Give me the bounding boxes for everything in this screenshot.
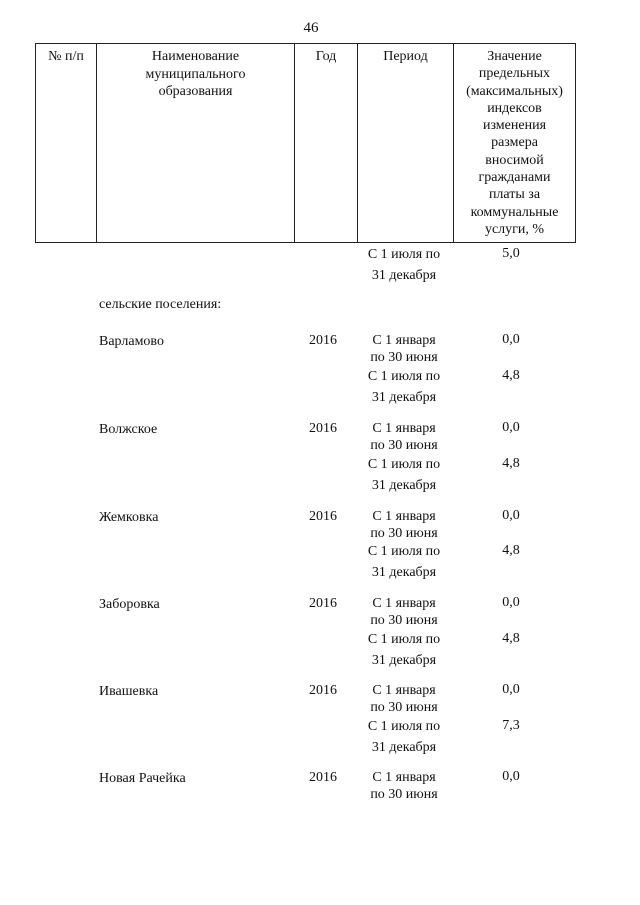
value-second-half: 7,3 xyxy=(502,718,520,733)
year: 2016 xyxy=(309,770,337,785)
value-first-half: 0,0 xyxy=(502,595,520,610)
header-col-value: Значение предельных (максимальных) индексов изменения размера вносимой гражданами платы за коммунальные услуги, % xyxy=(466,49,563,237)
settlement-name: Жемковка xyxy=(99,510,159,525)
header-divider xyxy=(35,43,36,243)
year: 2016 xyxy=(309,596,337,611)
value-first-half: 0,0 xyxy=(502,769,520,784)
header-col-period: Период xyxy=(383,49,428,64)
carryover-period: С 1 июля по 31 декабря xyxy=(367,247,441,283)
settlement-name: Ивашевка xyxy=(99,684,159,699)
settlement-name: Заборовка xyxy=(99,597,160,612)
period-second-half: С 1 июля по 31 декабря xyxy=(367,719,441,755)
period-second-half: С 1 июля по 31 декабря xyxy=(367,632,441,668)
header-col-number: № п/п xyxy=(48,49,84,64)
value-first-half: 0,0 xyxy=(502,332,520,347)
period-first-half: С 1 января по 30 июня xyxy=(370,770,438,802)
period-first-half: С 1 января по 30 июня xyxy=(370,683,438,715)
value-second-half: 4,8 xyxy=(502,456,520,471)
year: 2016 xyxy=(309,509,337,524)
value-second-half: 4,8 xyxy=(502,543,520,558)
year: 2016 xyxy=(309,333,337,348)
period-first-half: С 1 января по 30 июня xyxy=(370,333,438,365)
settlement-name: Варламово xyxy=(99,334,164,349)
period-second-half: С 1 июля по 31 декабря xyxy=(367,457,441,493)
value-first-half: 0,0 xyxy=(502,682,520,697)
header-divider xyxy=(575,43,576,243)
header-col-name: Наименование муниципального образования xyxy=(145,49,246,99)
year: 2016 xyxy=(309,683,337,698)
value-second-half: 4,8 xyxy=(502,631,520,646)
year: 2016 xyxy=(309,421,337,436)
period-first-half: С 1 января по 30 июня xyxy=(370,509,438,541)
section-title: сельские поселения: xyxy=(99,297,222,312)
period-first-half: С 1 января по 30 июня xyxy=(370,421,438,453)
carryover-value: 5,0 xyxy=(502,246,520,261)
header-divider xyxy=(294,43,295,243)
period-second-half: С 1 июля по 31 декабря xyxy=(367,544,441,580)
settlement-name: Волжское xyxy=(99,422,158,437)
header-col-year: Год xyxy=(315,49,337,64)
period-first-half: С 1 января по 30 июня xyxy=(370,596,438,628)
page-number: 46 xyxy=(303,20,319,36)
value-first-half: 0,0 xyxy=(502,508,520,523)
value-second-half: 4,8 xyxy=(502,368,520,383)
settlement-name: Новая Рачейка xyxy=(99,771,186,786)
value-first-half: 0,0 xyxy=(502,420,520,435)
period-second-half: С 1 июля по 31 декабря xyxy=(367,369,441,405)
header-divider xyxy=(357,43,358,243)
